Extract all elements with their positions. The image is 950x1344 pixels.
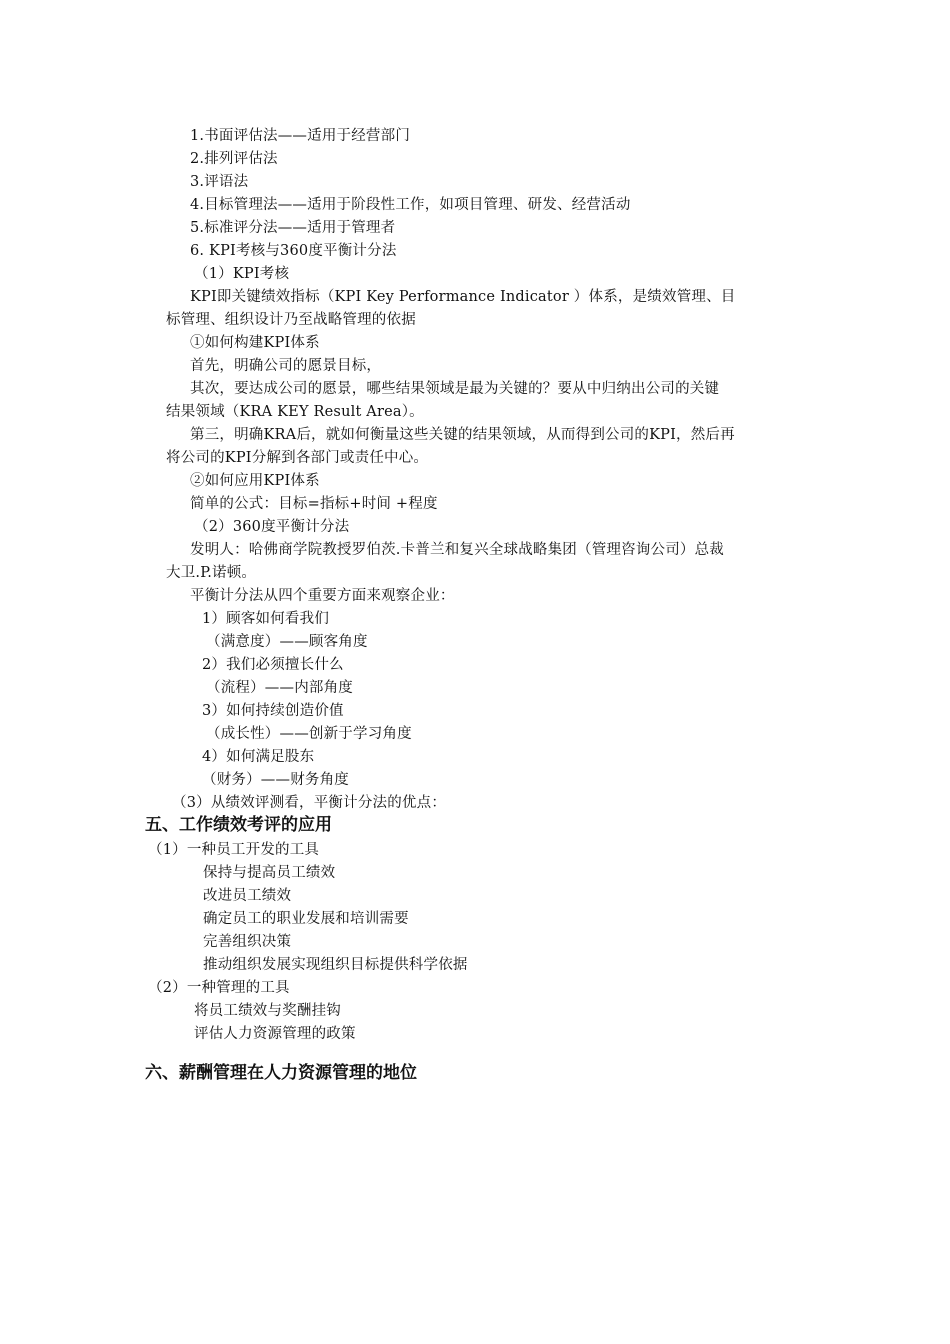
first-step-line: 首先，明确公司的愿景目标， xyxy=(190,358,382,374)
section-5-heading: 五、工作绩效考评的应用 xyxy=(145,815,332,835)
employee-tool-item-3: 确定员工的职业发展和培训需要 xyxy=(203,911,409,927)
method-5-line: 5.标准评分法——适用于管理者 xyxy=(190,220,396,236)
aspect-4-note: （财务）——财务角度 xyxy=(202,772,349,788)
kpi-definition-line-2: 标管理、组织设计乃至战略管理的依据 xyxy=(166,312,416,328)
second-step-line-2: 结果领域（KRA KEY Result Area）。 xyxy=(166,404,424,420)
employee-tool-item-4: 完善组织决策 xyxy=(203,934,292,950)
balanced-scorecard-subheading: （2）360度平衡计分法 xyxy=(194,519,350,535)
method-4-line: 4.目标管理法——适用于阶段性工作，如项目管理、研发、经营活动 xyxy=(190,197,631,213)
management-tool-item-1: 将员工绩效与奖酬挂钩 xyxy=(194,1003,341,1019)
management-tool-item-2: 评估人力资源管理的政策 xyxy=(194,1026,356,1042)
method-2-line: 2.排列评估法 xyxy=(190,151,278,167)
aspect-2-line: 2）我们必须擅长什么 xyxy=(202,657,344,673)
aspect-4-line: 4）如何满足股东 xyxy=(202,749,315,765)
four-aspects-intro: 平衡计分法从四个重要方面来观察企业： xyxy=(190,588,455,604)
employee-tool-heading: （1）一种员工开发的工具 xyxy=(148,842,320,858)
inventor-line-1: 发明人：哈佛商学院教授罗伯茨.卡普兰和复兴全球战略集团（管理咨询公司）总裁 xyxy=(190,542,725,558)
employee-tool-item-5: 推动组织发展实现组织目标提供科学依据 xyxy=(203,957,468,973)
third-step-line-1: 第三，明确KRA后，就如何衡量这些关键的结果领域，从而得到公司的KPI，然后再 xyxy=(190,427,735,443)
method-6-line: 6. KPI考核与360度平衡计分法 xyxy=(190,243,397,259)
kpi-definition-line-1: KPI即关键绩效指标（KPI Key Performance Indicator ）体系，是绩效管理、目 xyxy=(190,289,736,305)
second-step-line-1: 其次，要达成公司的愿景，哪些结果领域是最为关键的？要从中归纳出公司的关键 xyxy=(190,381,720,397)
aspect-2-note: （流程）——内部角度 xyxy=(206,680,353,696)
aspect-3-note: （成长性）——创新于学习角度 xyxy=(206,726,412,742)
aspect-3-line: 3）如何持续创造价值 xyxy=(202,703,344,719)
employee-tool-item-1: 保持与提高员工绩效 xyxy=(203,865,336,881)
employee-tool-item-2: 改进员工绩效 xyxy=(203,888,292,904)
aspect-1-note: （满意度）——顾客角度 xyxy=(206,634,368,650)
third-step-line-2: 将公司的KPI分解到各部门或责任中心。 xyxy=(166,450,429,466)
aspect-1-line: 1）顾客如何看我们 xyxy=(202,611,330,627)
formula-line: 简单的公式：目标=指标+时间 +程度 xyxy=(190,496,438,512)
section-6-heading: 六、薪酬管理在人力资源管理的地位 xyxy=(145,1063,417,1083)
method-1-line: 1.书面评估法——适用于经营部门 xyxy=(190,128,411,144)
kpi-subheading: （1）KPI考核 xyxy=(194,266,290,282)
apply-kpi-heading: ②如何应用KPI体系 xyxy=(190,473,320,489)
advantages-line: （3）从绩效评测看，平衡计分法的优点： xyxy=(172,795,447,811)
inventor-line-2: 大卫.P.诺顿。 xyxy=(166,565,257,581)
management-tool-heading: （2）一种管理的工具 xyxy=(148,980,290,996)
method-3-line: 3.评语法 xyxy=(190,174,249,190)
build-kpi-heading: ①如何构建KPI体系 xyxy=(190,335,320,351)
